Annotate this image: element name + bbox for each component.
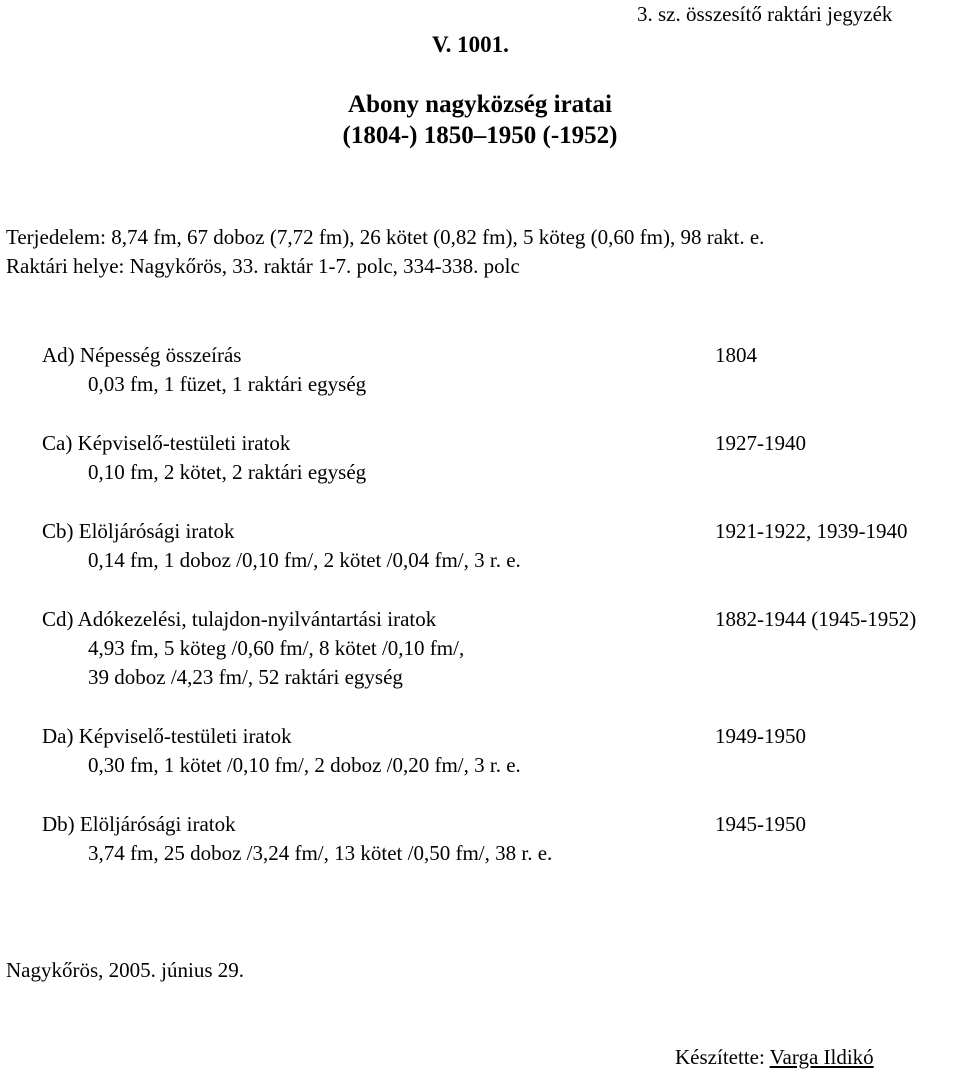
section-title: Cb) Elöljárósági iratok <box>42 519 235 543</box>
place-and-date: Nagykőrös, 2005. június 29. <box>6 958 244 982</box>
section-date: 1927-1940 <box>715 431 806 455</box>
section-title: Db) Elöljárósági iratok <box>42 812 236 836</box>
section-title: Da) Képviselő-testületi iratok <box>42 724 292 748</box>
document-title: Abony nagyközség iratai <box>348 91 612 118</box>
section-title: Cd) Adókezelési, tulajdon-nyilvántartási iratok <box>42 607 437 631</box>
author-label: Készítette: <box>675 1045 770 1069</box>
section-title: Ad) Népesség összeírás <box>42 343 242 367</box>
extent-line: Terjedelem: 8,74 fm, 67 doboz (7,72 fm), 26 kötet (0,82 fm), 5 köteg (0,60 fm), 98 rakt. e. <box>6 225 765 249</box>
section-date: 1945-1950 <box>715 812 806 836</box>
section-detail: 3,74 fm, 25 doboz /3,24 fm/, 13 kötet /0,50 fm/, 38 r. e. <box>88 841 553 865</box>
author-name: Varga Ildikó <box>769 1045 874 1069</box>
section-date: 1804 <box>715 343 757 367</box>
section-detail: 4,93 fm, 5 köteg /0,60 fm/, 8 kötet /0,10 fm/, <box>88 636 465 660</box>
section-date: 1949-1950 <box>715 724 806 748</box>
section-detail: 0,10 fm, 2 kötet, 2 raktári egység <box>88 460 367 484</box>
section-title: Ca) Képviselő-testületi iratok <box>42 431 291 455</box>
section-detail: 0,30 fm, 1 kötet /0,10 fm/, 2 doboz /0,20 fm/, 3 r. e. <box>88 753 521 777</box>
section-detail: 0,03 fm, 1 füzet, 1 raktári egység <box>88 372 367 396</box>
author-line <box>675 1047 874 1068</box>
section-date: 1921-1922, 1939-1940 <box>715 519 908 543</box>
document-date-range: (1804-) 1850–1950 (-1952) <box>342 122 618 149</box>
section-date: 1882-1944 (1945-1952) <box>715 607 917 631</box>
register-note: 3. sz. összesítő raktári jegyzék <box>637 2 893 26</box>
section-detail: 39 doboz /4,23 fm/, 52 raktári egység <box>88 665 403 689</box>
location-line: Raktári helye: Nagykőrös, 33. raktár 1-7. polc, 334-338. polc <box>6 254 520 278</box>
section-detail: 0,14 fm, 1 doboz /0,10 fm/, 2 kötet /0,04 fm/, 3 r. e. <box>88 548 521 572</box>
reference-number: V. 1001. <box>432 32 509 57</box>
